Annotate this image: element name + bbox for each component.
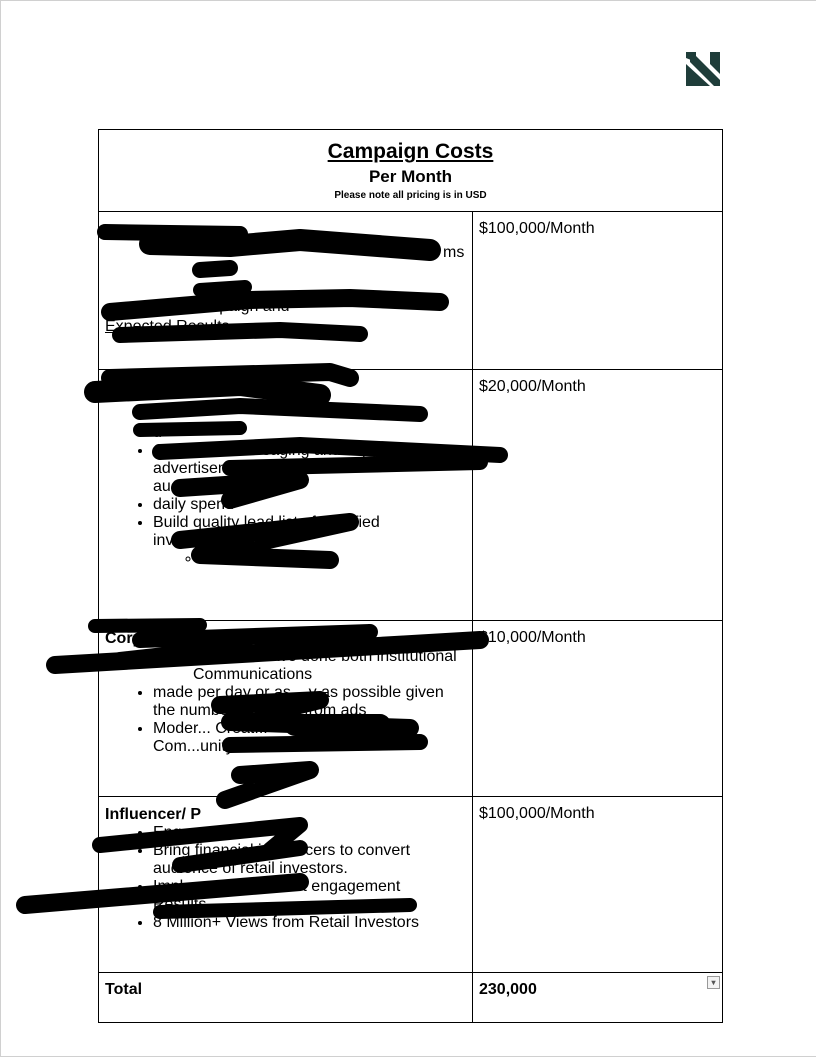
campaign-costs-table — [98, 129, 723, 1023]
row3-title: Corporate Communications Team — [105, 630, 361, 647]
list-item: • Moder... Creat... — [153, 720, 466, 738]
list-item: • daily spend — [153, 496, 466, 514]
list-item: advertisement to — [153, 460, 272, 477]
row4-price: $100,000/Month — [473, 797, 723, 973]
list-item: ◦ Made ... ents upon — [201, 550, 466, 568]
table-subtitle: Per Month — [368, 167, 453, 186]
row1-price: $100,000/Month — [473, 212, 723, 370]
list-item: • made per day or as ...y as possible given the number of Leads from ads — [153, 684, 466, 720]
total-value: 230,000 — [479, 981, 537, 998]
row1-text-fragment: campaign and — [189, 298, 290, 315]
list-item: Results — [153, 896, 207, 913]
list-item: • Build quality lead list of qualified — [153, 514, 466, 532]
row4-description — [99, 797, 473, 973]
list-item: inv — [153, 532, 174, 549]
row2-description — [99, 370, 473, 621]
pricing-note: Please note all pricing is in USD — [334, 190, 487, 201]
total-label: Total — [99, 973, 473, 1023]
row3-description — [99, 621, 473, 797]
row3-bullet-list — [105, 648, 466, 756]
row4-title: Influencer/ P — [105, 806, 202, 823]
table-header — [99, 130, 723, 212]
row3-price: $10,000/Month — [473, 621, 723, 797]
table-title: Campaign Costs — [327, 140, 494, 163]
list-item: audience — [153, 478, 218, 495]
company-logo-icon — [686, 52, 720, 86]
row1-text-fragment: ms — [443, 244, 465, 261]
row2-bullet-list — [105, 424, 466, 550]
list-item: • Implement ... to boost engagement — [153, 878, 466, 896]
total-value-cell — [473, 973, 723, 1023]
row2-sub-list — [105, 550, 466, 568]
dropdown-arrow-icon[interactable]: ▾ — [707, 976, 720, 989]
list-item: audience of retail investors. — [153, 860, 348, 877]
list-item: • Bring financial influencers to convert — [153, 842, 466, 860]
list-item: • Eng — [153, 824, 466, 842]
list-item: • d — [153, 424, 466, 442]
list-item: Com...unity — [153, 738, 234, 755]
row1-description — [99, 212, 473, 370]
row4-bullet-list — [105, 824, 466, 932]
list-item: • Create the messaging and copy used in — [153, 442, 466, 460]
row2-price: $20,000/Month — [473, 370, 723, 621]
row1-subheading: Expected Results — [105, 318, 230, 335]
list-item: Communications — [193, 666, 313, 683]
list-item: • 8 Million+ Views from Retail Investors — [153, 914, 466, 932]
list-item: rs that have done both institutional — [213, 648, 457, 665]
